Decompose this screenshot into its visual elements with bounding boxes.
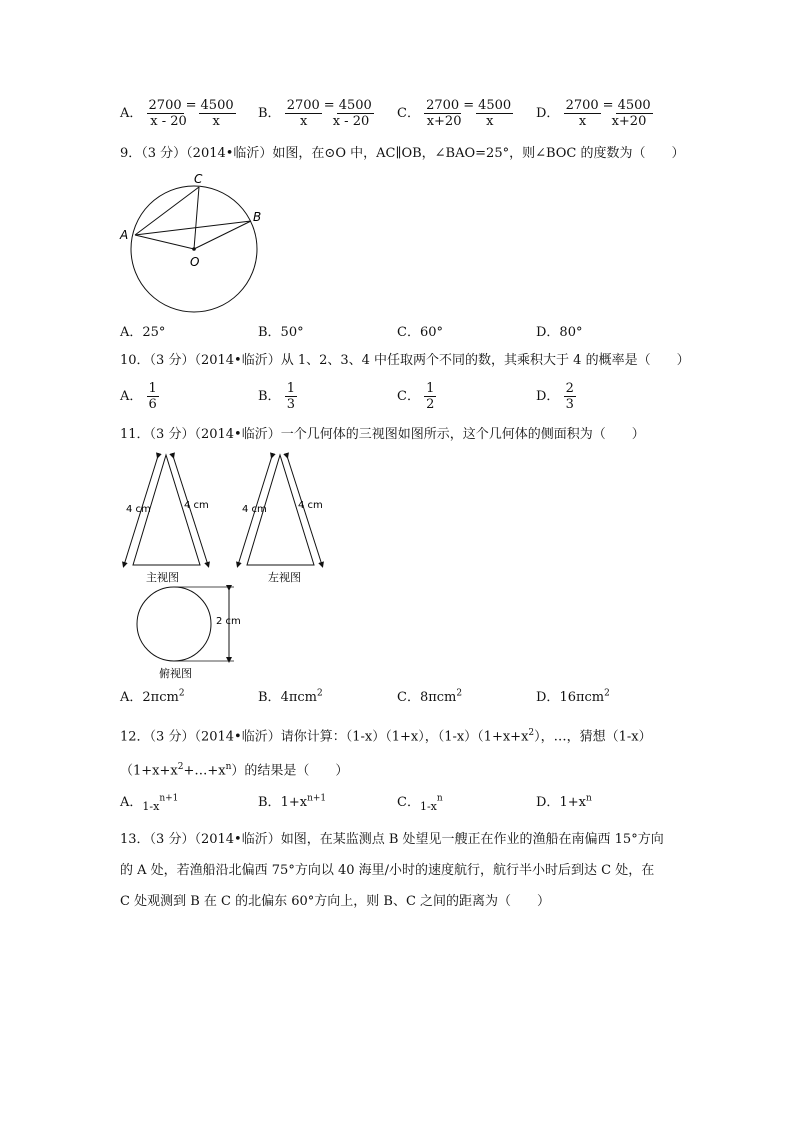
q10-stem: 10．（3 分）（2014•临沂）从 1、2、3、4 中任取两个不同的数，其乘积大于 4 的概率是（ ） xyxy=(120,353,690,368)
front-view xyxy=(124,455,209,584)
q13-stem-line1: 13．（3 分）（2014•临沂）如图，在某监测点 B 处望见一艘正在作业的渔船在南偏西 15°方向 xyxy=(120,832,664,847)
option-letter: D． xyxy=(536,795,560,810)
denominator-1: x xyxy=(578,114,587,129)
denominator: 2 xyxy=(426,397,435,412)
q9-option-c[interactable]: C．60° xyxy=(397,325,443,340)
q9-stem: 9．（3 分）（2014•临沂）如图，在⊙O 中，AC∥OB，∠BAO=25°，则∠BOC 的度数为（ ） xyxy=(120,146,685,161)
left-left-dim-label: 4 cm xyxy=(242,504,267,515)
numerator-1: 2700 xyxy=(565,98,599,113)
denominator-1: x+20 xyxy=(426,114,462,129)
option-sup: 2 xyxy=(456,688,463,699)
segment-ao xyxy=(135,235,194,249)
numerator-1: 2700 xyxy=(286,98,320,113)
numerator-2: 4500 xyxy=(617,98,651,113)
q9-option-a[interactable]: A．25° xyxy=(120,325,166,340)
front-right-dim-label: 4 cm xyxy=(184,500,209,511)
label-a: A xyxy=(120,228,129,242)
numerator-2: 4500 xyxy=(200,98,234,113)
q12-stem-line1 xyxy=(120,724,652,746)
fraction xyxy=(564,381,576,412)
q11-option-b[interactable] xyxy=(258,686,323,705)
option-text: 4πcm xyxy=(280,690,317,705)
fraction xyxy=(424,381,436,412)
option-letter: C． xyxy=(397,106,420,121)
fraction xyxy=(147,381,159,412)
q9-option-d[interactable]: D．80° xyxy=(536,325,583,340)
q10-option-b[interactable] xyxy=(258,381,297,412)
q12-option-c[interactable] xyxy=(397,791,443,813)
q8-option-b[interactable] xyxy=(258,98,374,129)
segment-ob xyxy=(194,221,251,249)
option-letter: D． xyxy=(536,389,560,404)
q8-option-c[interactable] xyxy=(397,98,513,129)
q8-option-d[interactable] xyxy=(536,98,653,129)
denominator-1: x xyxy=(300,114,308,129)
equals-sign: = xyxy=(323,98,335,113)
q11-option-a[interactable] xyxy=(120,686,185,705)
fraction-expression xyxy=(147,98,236,129)
q12-text-a: 12．（3 分）（2014•临沂）请你计算：（1-x）（1+x），（1-x）（1+x+x xyxy=(120,729,529,745)
option-letter: D． xyxy=(536,106,560,121)
denominator: 3 xyxy=(286,397,295,412)
q12-stem-line2 xyxy=(120,758,348,780)
option-text: 1+x xyxy=(559,795,586,810)
option-sup: n xyxy=(585,793,592,804)
denominator-2: x xyxy=(486,114,494,129)
numerator: 1 xyxy=(426,381,435,396)
denominator-2: x - 20 xyxy=(332,114,370,129)
q9-circle-diagram xyxy=(112,170,292,320)
q12-option-a[interactable] xyxy=(120,791,179,813)
option-letter: C． xyxy=(397,389,420,404)
option-text: 1+x xyxy=(280,795,308,810)
option-sup: n+1 xyxy=(307,793,327,804)
option-letter: B． xyxy=(258,690,281,705)
option-sup: n xyxy=(436,793,443,804)
fraction-expression xyxy=(424,98,513,129)
option-sup: 2 xyxy=(604,688,610,699)
option-text: 8πcm xyxy=(419,690,457,705)
label-b: B xyxy=(253,210,262,224)
option-sup: 2 xyxy=(178,688,185,699)
numerator: 1 xyxy=(148,381,157,396)
option-sup: n+1 xyxy=(159,793,179,804)
q12-text-e: ）的结果是（ ） xyxy=(231,763,349,779)
option-letter: B． xyxy=(258,389,281,404)
denominator-2: x+20 xyxy=(611,114,647,129)
top-view-dim-label: 2 cm xyxy=(216,616,241,627)
q12-option-b[interactable] xyxy=(258,791,326,810)
q11-option-c[interactable] xyxy=(397,686,462,705)
option-sup: 2 xyxy=(317,688,323,699)
q9-option-b[interactable]: B．50° xyxy=(258,325,304,340)
option-text: 1-x xyxy=(419,800,437,813)
equals-sign: = xyxy=(185,98,197,113)
top-view-circle xyxy=(137,587,211,661)
q10-option-c[interactable] xyxy=(397,381,436,412)
label-o: O xyxy=(190,255,200,269)
q13-stem-line3: C 处观测到 B 在 C 的北偏东 60°方向上，则 B、C 之间的距离为（ ） xyxy=(120,894,551,909)
sup-n: n xyxy=(225,762,232,772)
numerator-1: 2700 xyxy=(426,98,460,113)
q11-stem: 11．（3 分）（2014•临沂）一个几何体的三视图如图所示，这个几何体的侧面积为（ ） xyxy=(120,427,645,442)
denominator: 6 xyxy=(148,397,157,412)
front-left-dim-label: 4 cm xyxy=(126,504,151,515)
sup-2: 2 xyxy=(177,762,184,772)
segment-ab xyxy=(135,221,251,235)
top-view xyxy=(137,587,241,680)
numerator-1: 2700 xyxy=(148,98,182,113)
option-text: 2πcm xyxy=(142,690,179,705)
q10-option-a[interactable] xyxy=(120,381,159,412)
sup-2: 2 xyxy=(528,728,535,738)
option-letter: B． xyxy=(258,795,281,810)
numerator: 2 xyxy=(565,381,574,396)
option-letter: C． xyxy=(397,795,420,810)
equals-sign: = xyxy=(602,98,614,113)
option-letter: C． xyxy=(397,690,420,705)
center-point xyxy=(192,247,196,251)
numerator: 1 xyxy=(286,381,295,396)
left-view-label: 左视图 xyxy=(268,571,301,584)
left-right-dim-label: 4 cm xyxy=(298,500,323,511)
option-letter: B． xyxy=(258,106,281,121)
segment-ac xyxy=(135,187,199,235)
equals-sign: = xyxy=(463,98,475,113)
option-text: 1-x xyxy=(142,800,160,813)
left-view xyxy=(238,455,323,584)
denominator-1: x - 20 xyxy=(150,114,187,129)
q12-text-d: +…+x xyxy=(183,763,226,779)
segment-co xyxy=(194,187,199,249)
denominator-2: x xyxy=(212,114,220,129)
q11-option-d[interactable] xyxy=(536,686,610,705)
q11-three-views-diagram xyxy=(112,448,342,683)
front-view-label: 主视图 xyxy=(146,571,179,584)
option-text: 16πcm xyxy=(559,690,605,705)
option-letter: A． xyxy=(120,690,143,705)
fraction-expression xyxy=(285,98,374,129)
denominator: 3 xyxy=(565,397,574,412)
option-letter: D． xyxy=(536,690,560,705)
q12-text-b: ），…，猜想（1-x） xyxy=(534,729,652,745)
fraction xyxy=(285,381,297,412)
option-letter: A． xyxy=(120,106,143,121)
top-view-label: 俯视图 xyxy=(159,667,192,680)
numerator-2: 4500 xyxy=(338,98,372,113)
q10-option-d[interactable] xyxy=(536,381,576,412)
q12-option-d[interactable] xyxy=(536,791,592,810)
numerator-2: 4500 xyxy=(478,98,512,113)
fraction-expression xyxy=(564,98,653,129)
q8-option-a[interactable] xyxy=(120,98,236,129)
option-letter: A． xyxy=(120,795,143,810)
option-letter: A． xyxy=(120,389,143,404)
label-c: C xyxy=(194,172,203,186)
q12-text-c: （1+x+x xyxy=(120,763,178,779)
q13-stem-line2: 的 A 处，若渔船沿北偏西 75°方向以 40 海里/小时的速度航行，航行半小时后到达 C 处，在 xyxy=(120,863,655,878)
